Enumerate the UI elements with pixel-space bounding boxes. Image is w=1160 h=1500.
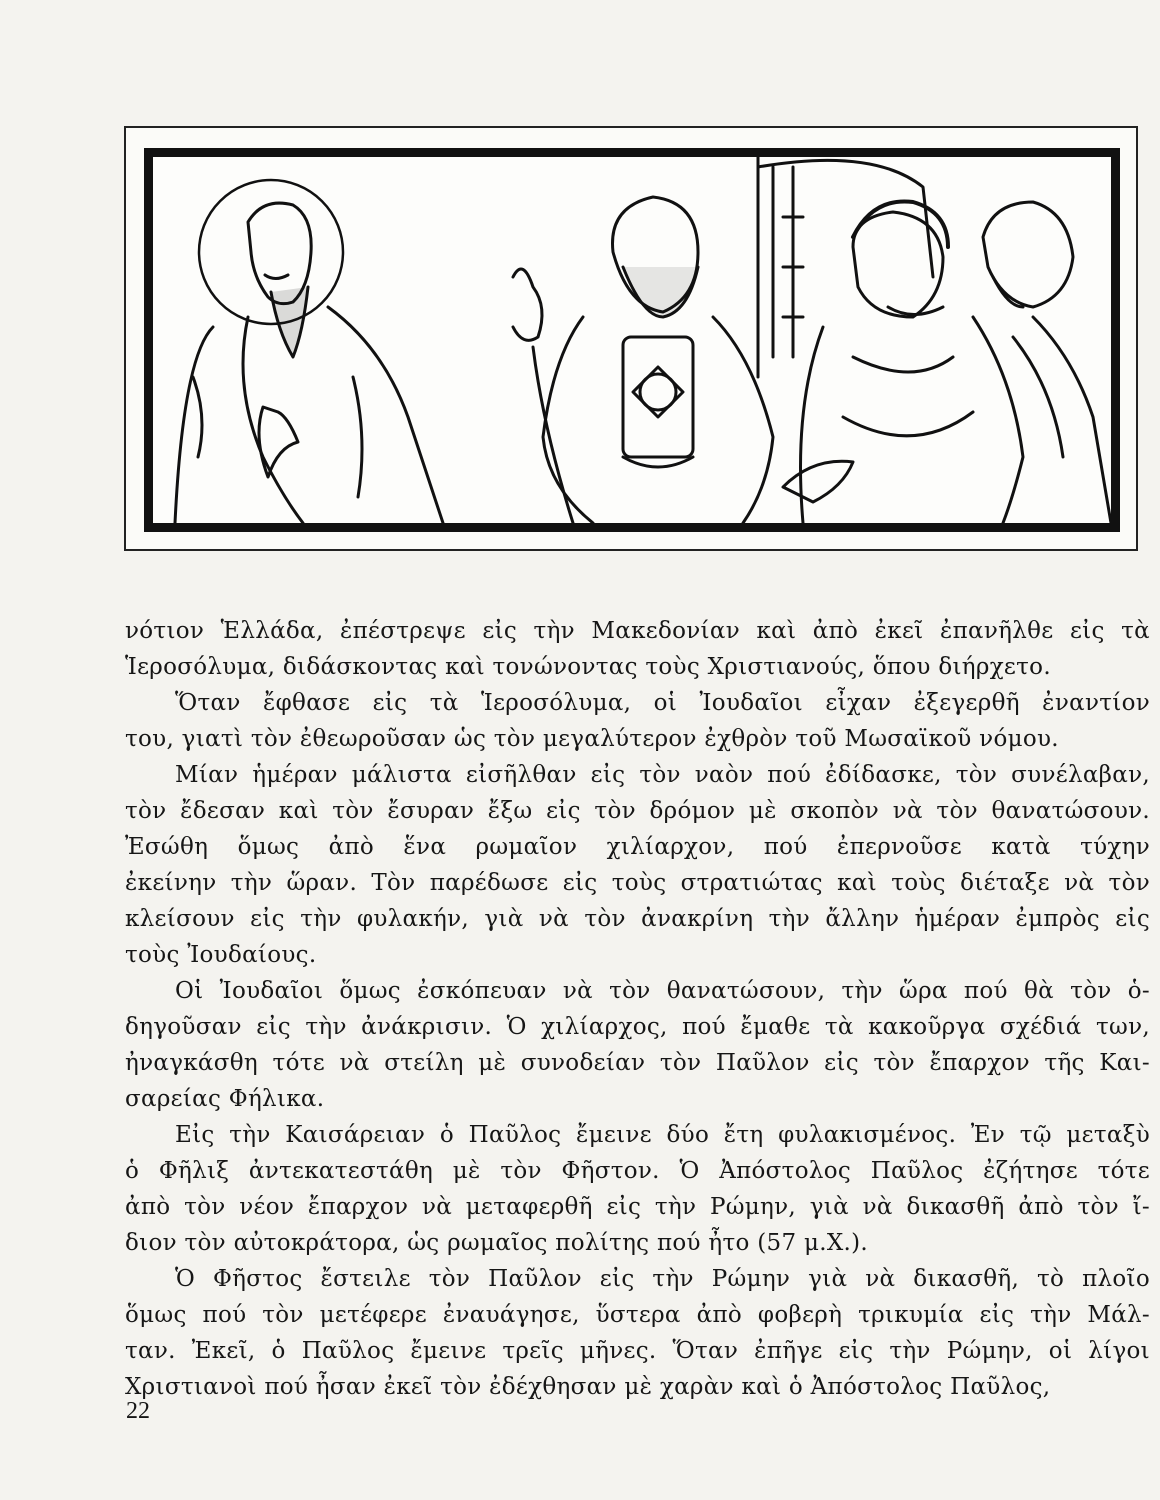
paul-figure-icon — [175, 180, 443, 523]
paragraph — [125, 973, 1150, 1117]
soldier-figure-icon — [783, 201, 1023, 523]
text-line: ἐκείνην τὴν ὥραν. Τὸν παρέδωσε εἰς τοὺς στρατιώτας καὶ τοὺς διέταξε νὰ τὸν — [125, 870, 1150, 896]
paragraph — [125, 757, 1150, 973]
text-line: ὅμως πού τὸν μετέφερε ἐναυάγησε, ὕστερα ἀπὸ φοβερὴ τρικυμία εἰς τὴν Μάλ- — [125, 1302, 1150, 1328]
text-line: Ὅταν ἔφθασε εἰς τὰ Ἱεροσόλυμα, οἱ Ἰουδαῖοι εἶχαν ἐξεγερθῆ ἐναντίον — [175, 690, 1150, 716]
text-line: Ἱεροσόλυμα, διδάσκοντας καὶ τονώνοντας τοὺς Χριστιανούς, ὅπου διήρχετο. — [125, 654, 1051, 680]
paragraph — [125, 1117, 1150, 1261]
text-line: κλείσουν εἰς τὴν φυλακήν, γιὰ νὰ τὸν ἀνακρίνη τὴν ἄλλην ἡμέραν ἐμπρὸς εἰς — [125, 906, 1150, 932]
text-line: του, γιατὶ τὸν ἐθεωροῦσαν ὡς τὸν μεγαλύτερον ἐχθρὸν τοῦ Μωσαϊκοῦ νόμου. — [125, 726, 1059, 752]
page-number: 22 — [126, 1398, 150, 1424]
paragraph — [125, 685, 1150, 757]
text-line: τοὺς Ἰουδαίους. — [125, 942, 317, 968]
text-line: Οἱ Ἰουδαῖοι ὅμως ἐσκόπευαν νὰ τὸν θανατώσουν, τὴν ὥρα πού θὰ τὸν ὁ- — [175, 978, 1150, 1004]
text-line: Εἰς τὴν Καισάρειαν ὁ Παῦλος ἔμεινε δύο ἔτη φυλακισμένος. Ἐν τῷ μεταξὺ — [175, 1122, 1150, 1148]
text-line: ἀπὸ τὸν νέον ἔπαρχον νὰ μεταφερθῆ εἰς τὴν Ρώμην, γιὰ νὰ δικασθῆ ἀπὸ τὸν ἴ- — [125, 1194, 1150, 1220]
text-line: Χριστιανοὶ πού ἦσαν ἐκεῖ τὸν ἐδέχθησαν μὲ χαρὰν καὶ ὁ Ἀπόστολος Παῦλος, — [125, 1374, 1051, 1400]
paragraph — [125, 613, 1150, 685]
text-line: Μίαν ἡμέραν μάλιστα εἰσῆλθαν εἰς τὸν ναὸν πού ἐδίδασκε, τὸν συνέλαβαν, — [175, 762, 1150, 788]
text-line: ταν. Ἐκεῖ, ὁ Παῦλος ἔμεινε τρεῖς μῆνες. Ὅταν ἐπῆγε εἰς τὴν Ρώμην, οἱ λίγοι — [125, 1338, 1150, 1364]
text-line: δηγοῦσαν εἰς τὴν ἀνάκρισιν. Ὁ χιλίαρχος, πού ἔμαθε τὰ κακοῦργα σχέδιά των, — [125, 1014, 1150, 1040]
paragraph — [125, 1261, 1150, 1405]
text-line: ἠναγκάσθη τότε νὰ στείλη μὲ συνοδείαν τὸν Παῦλον εἰς τὸν ἔπαρχον τῆς Και- — [125, 1050, 1150, 1076]
text-line: σαρείας Φήλικα. — [125, 1086, 325, 1112]
elder-figure-icon — [513, 197, 773, 523]
bearded-figure-icon — [983, 202, 1111, 523]
body-text — [125, 613, 1150, 1405]
doorway-icon — [758, 157, 933, 377]
text-line: νότιον Ἑλλάδα, ἐπέστρεψε εἰς τὴν Μακεδονίαν καὶ ἀπὸ ἐκεῖ ἐπανῆλθε εἰς τὰ — [125, 618, 1150, 644]
icon-painting-illustration — [153, 157, 1111, 523]
text-line: Ἐσώθη ὅμως ἀπὸ ἕνα ρωμαῖον χιλίαρχον, πού ἐπερνοῦσε κατὰ τύχην — [125, 834, 1150, 860]
text-line: τὸν ἔδεσαν καὶ τὸν ἔσυραν ἔξω εἰς τὸν δρόμον μὲ σκοπὸν νὰ τὸν θανατώσουν. — [125, 798, 1150, 824]
text-line: Ὁ Φῆστος ἔστειλε τὸν Παῦλον εἰς τὴν Ρώμην γιὰ νὰ δικασθῆ, τὸ πλοῖο — [175, 1266, 1150, 1292]
text-line: ὁ Φῆλιξ ἀντεκατεστάθη μὲ τὸν Φῆστον. Ὁ Ἀπόστολος Παῦλος ἐζήτησε τότε — [125, 1158, 1150, 1184]
illustration-frame — [144, 148, 1120, 532]
text-line: διον τὸν αὐτοκράτορα, ὡς ρωμαῖος πολίτης πού ἦτο (57 μ.Χ.). — [125, 1230, 869, 1256]
